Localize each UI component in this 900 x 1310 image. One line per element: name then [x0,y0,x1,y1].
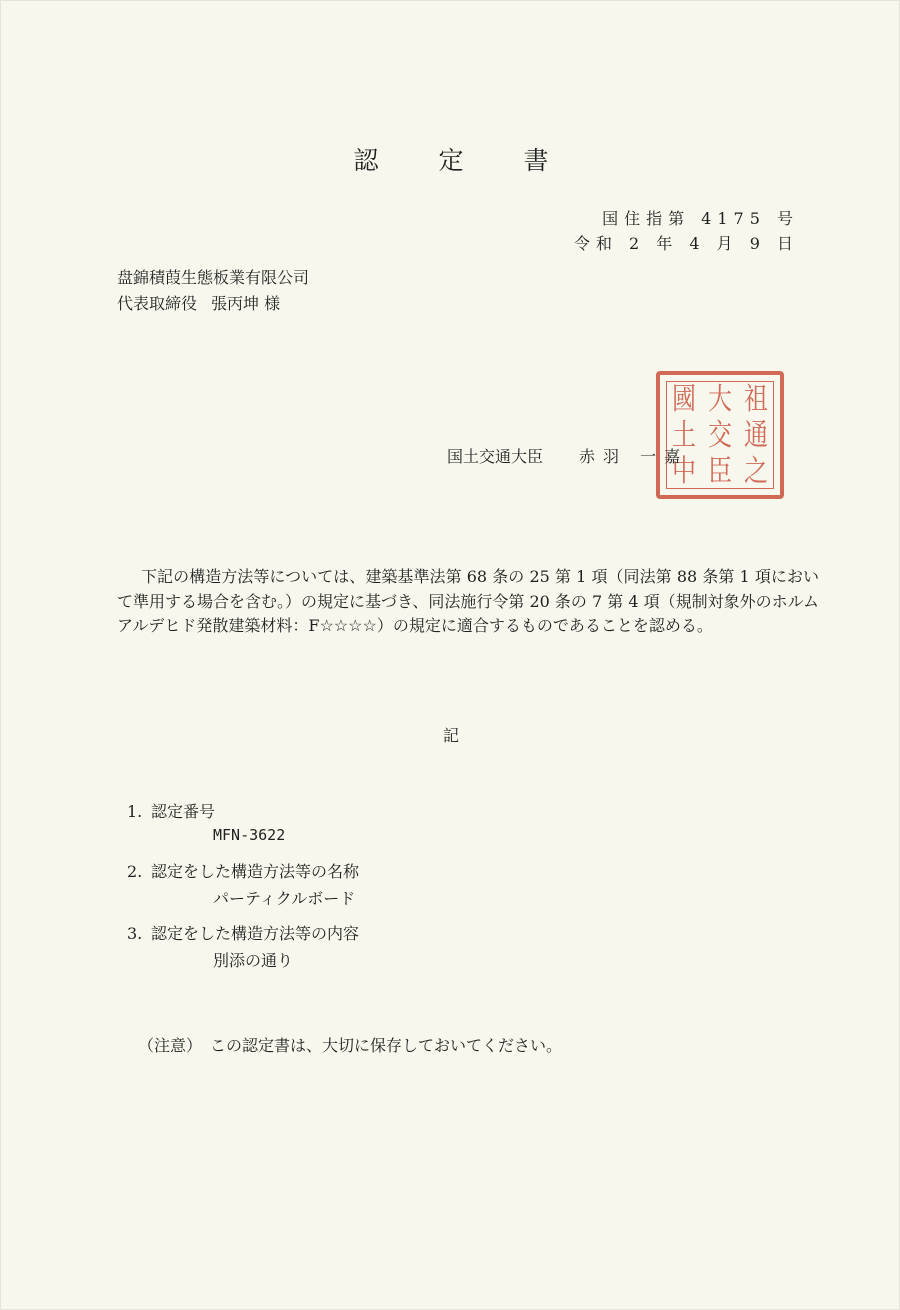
seal-char: 通 [744,417,768,453]
recipient-company: 盘錦積葭生態板業有限公司 [117,268,310,287]
seal-char: 國 [672,381,696,417]
item-value: パーティクルボード [213,889,356,908]
item-label: 認定をした構造方法等の名称 [151,862,360,881]
item-label: 認定番号 [151,802,216,821]
recipient-role: 代表取締役 [117,294,198,313]
seal-char: 土 [672,417,696,453]
certification-body: 下記の構造方法等については、建築基準法第 68 条の 25 第 1 項（同法第 88 条第 1 項において準用する場合を含む。）の規定に基づき、同法施行令第 20 条の 7 第 4 項（規制対象外のホルムアルデヒド発散建築材料：F☆☆☆☆）の規定に適合するものであることを認める。 [117,567,819,635]
seal-char: 交 [708,417,732,453]
caution-note [138,1033,562,1056]
item-number: 1. [127,802,143,821]
recipient-name: 張丙坤 様 [211,294,281,313]
document-number: 国住指第 4175 号 [602,209,799,228]
recipient-representative [117,291,280,314]
list-item [127,799,285,844]
item-label: 認定をした構造方法等の内容 [151,924,360,943]
seal-char: 祖 [744,381,768,417]
document-date: 令和 2 年 4 月 9 日 [573,234,799,253]
issuer-title: 国土交通大臣 [447,447,544,466]
item-number: 2. [127,862,143,881]
document-title: 認 定 書 [353,146,575,175]
list-item [127,859,359,909]
seal-characters [666,381,774,489]
ki-heading: 記 [442,726,459,745]
seal-char: 臣 [708,453,732,489]
issuer-line [447,444,688,467]
item-value: MFN-3622 [213,826,286,844]
list-item [127,921,359,971]
seal-char: 大 [708,381,732,417]
issuer-name: 赤羽 一嘉 [579,447,689,466]
seal-char: 中 [672,453,696,489]
item-number: 3. [127,924,143,943]
item-value: 別添の通り [213,951,294,970]
note-label: （注意） [138,1036,203,1055]
seal-char: 之 [744,453,768,489]
note-text: この認定書は、大切に保存しておいてください。 [210,1036,563,1055]
official-seal-stamp [656,371,784,499]
